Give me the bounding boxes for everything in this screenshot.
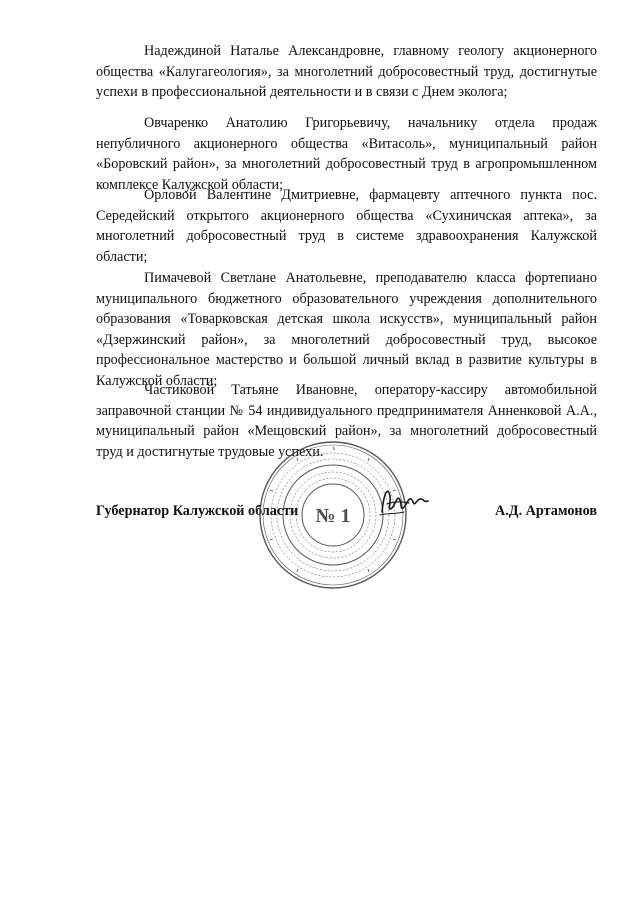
- governor-title: Губернатор Калужской области: [96, 503, 299, 519]
- award-paragraph-nadezhdina: Надеждиной Наталье Александровне, главному геологу акционерного общества «Калугагеология», за многолетний добросовестный труд, достигнутые успехи в профессиональной деятельности и в связи с Днем эколога;: [96, 43, 597, 100]
- seal-number: № 1: [315, 505, 351, 527]
- handwritten-signature: [378, 482, 430, 522]
- award-paragraph-pimacheva: Пимачевой Светлане Анатольевне, преподавателю класса фортепиано муниципального бюджетного образовательного учреждения дополнительного образования «Товарковская детская школа искусств», муниципальный район «Дзержинский район», за многолетний добросовестный труд, высокое профессиональное мастерство и большой личный вклад в развитие культуры в Калужской области;: [96, 270, 597, 389]
- governor-name: А.Д. Артамонов: [495, 503, 597, 519]
- award-paragraph-ovcharenko: Овчаренко Анатолию Григорьевичу, начальнику отдела продаж непубличного акционерного общества «Витасоль», муниципальный район «Боровский район», за многолетний добросовестный труд в агропромышленном комплексе Калужской области;: [96, 115, 597, 193]
- award-paragraph-chastikova: Частиковой Татьяне Ивановне, оператору-кассиру автомобильной заправочной станции № 54 индивидуального предпринимателя Анненковой А.А., муниципальный район «Мещовский район», за многолетний добросовестный труд и достигнутые трудовые успехи.: [96, 382, 597, 460]
- award-paragraph-orlova: Орловой Валентине Дмитриевне, фармацевту аптечного пункта пос. Середейский открытого акционерного общества «Сухиничская аптека», за многолетний добросовестный труд в системе здравоохранения Калужской области;: [96, 187, 597, 265]
